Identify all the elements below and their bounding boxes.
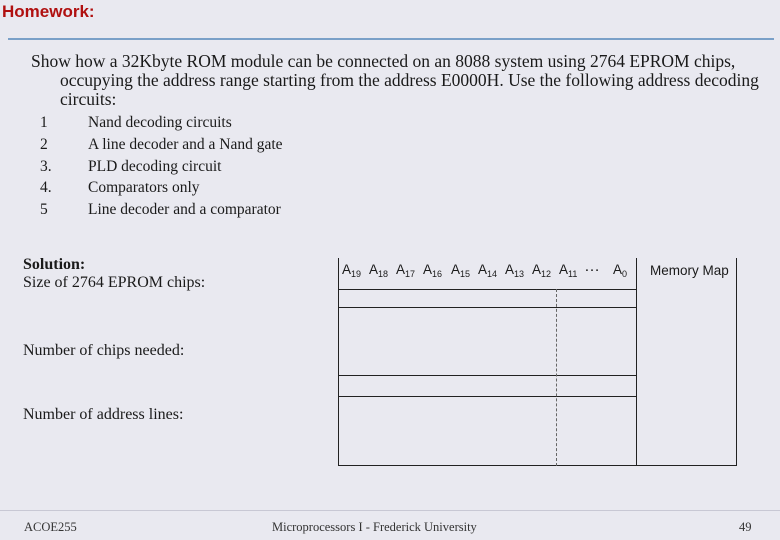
list-item [40,114,283,136]
address-bit-header [369,262,388,279]
address-bit-index: 18 [378,269,389,279]
address-bit-letter: A [451,262,461,277]
decoding-circuit-list [40,114,283,223]
address-bit-letter: A [532,262,542,277]
list-item-text: PLD decoding circuit [88,157,222,175]
table-line [338,307,636,308]
address-bit-letter: A [369,262,379,277]
address-bit-index: 12 [541,269,552,279]
table-line [338,289,636,290]
address-bit-index: 15 [460,269,471,279]
address-bit-header [423,262,442,279]
list-item-text: A line decoder and a Nand gate [88,135,283,153]
list-item [40,179,283,201]
address-bit-index: 17 [405,269,416,279]
address-bit-letter: A [478,262,488,277]
address-lines-label: Number of address lines: [23,406,184,423]
solution-heading: Solution: [23,256,86,273]
address-bit-index: 14 [487,269,498,279]
page-number: 49 [739,520,752,534]
address-bit-index: 13 [514,269,525,279]
address-bit-header [559,262,577,279]
table-line [338,396,636,397]
address-bit-header [532,262,551,279]
address-bit-letter: A [613,262,623,277]
list-item [40,201,283,223]
list-item-text: Nand decoding circuits [88,114,232,131]
chips-needed-label: Number of chips needed: [23,342,185,359]
list-item-number: 2 [40,135,48,153]
footer-course: ACOE255 [24,520,77,534]
address-bit-letter: A [396,262,406,277]
chip-size-label: Size of 2764 EPROM chips: [23,274,206,291]
footer-title: Microprocessors I - Frederick University [272,520,477,534]
table-line [338,465,736,466]
address-bit-letter: A [559,262,569,277]
list-item-number: 3. [40,157,52,175]
address-bit-index: 11 [568,269,578,279]
list-item-number: 5 [40,201,48,219]
footer-divider [0,510,780,511]
list-item-text: Line decoder and a comparator [88,201,281,219]
table-line [736,258,737,466]
list-item-number: 1 [40,114,48,131]
memory-map-header: Memory Map [650,263,729,278]
slide-title: Homework: [2,2,95,21]
list-item [40,136,283,158]
solution-block [23,256,205,292]
address-bit-letter: A [423,262,433,277]
table-line [636,258,637,466]
address-bit-index: 0 [622,269,628,279]
list-item [40,158,283,180]
address-bit-header [478,262,497,279]
table-line [338,375,636,376]
address-bit-header [613,262,627,279]
address-bit-letter: A [342,262,352,277]
table-line [338,258,339,466]
problem-statement: Show how a 32Kbyte ROM module can be connected on an 8088 system using 2764 EPROM chips, occupying the address range starting from the address E0000H. Use the following address decoding circuits: [31,51,759,109]
table-line [556,289,558,466]
address-bit-header [451,262,470,279]
ellipsis: … [584,258,601,275]
list-item-number: 4. [40,179,52,197]
address-bit-header [505,262,524,279]
address-bit-index: 19 [351,269,362,279]
address-bit-index: 16 [432,269,443,279]
address-bit-header [342,262,361,279]
address-bit-header [396,262,415,279]
title-divider [8,38,774,40]
address-bit-letter: A [505,262,515,277]
list-item-text: Comparators only [88,179,200,197]
